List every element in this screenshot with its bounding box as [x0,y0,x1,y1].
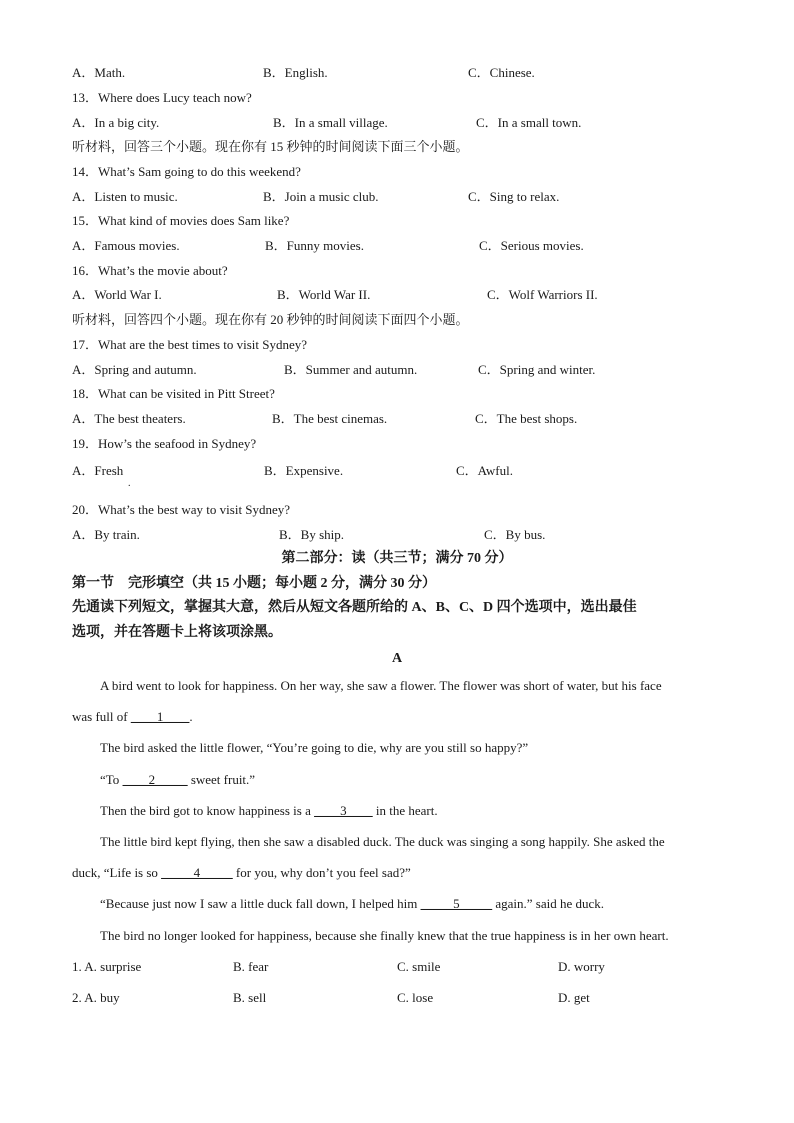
q17-option-c: C．Spring and winter. [478,362,596,377]
q20-option-c: C．By bus. [484,527,546,542]
question-17: 17．What are the best times to visit Sydney? [72,337,308,352]
q20-option-a: A．By train. [72,527,140,542]
passage-text: in the heart. [372,803,438,818]
q20-option-b: B．By ship. [279,527,345,542]
question-13: 13．Where does Lucy teach now? [72,90,252,105]
cloze-q2-option-b: B. sell [233,990,267,1005]
q16-option-c: C．Wolf Warriors II. [487,287,598,302]
passage-p5-line1: The little bird kept flying, then she saw a disabled duck. The duck was singing a song happily. She asked the [100,834,665,849]
q14-option-a: A．Listen to music. [72,189,178,204]
cloze-q1-option-c: C. smile [397,959,441,974]
q17-option-a: A．Spring and autumn. [72,362,197,377]
question-20: 20．What’s the best way to visit Sydney? [72,502,291,517]
q13-option-b: B．In a small village. [273,115,388,130]
passage-text: again.” said he duck. [492,896,604,911]
passage-text: Then the bird got to know happiness is a [100,803,315,818]
cloze-q1-option-d: D. worry [558,959,605,974]
q12-option-c: C．Chinese. [468,65,535,80]
q19-option-b: B．Expensive. [264,463,344,478]
cloze-q2-option-a: 2. A. buy [72,990,120,1005]
stray-dot-mark: . [128,478,131,489]
q12-option-b: B．English. [263,65,328,80]
question-19: 19．How’s the seafood in Sydney? [72,436,257,451]
passage-p2: The bird asked the little flower, “You’re going to die, why are you still so happy?” [100,740,529,755]
q17-option-b: B．Summer and autumn. [284,362,418,377]
q18-option-b: B．The best cinemas. [272,411,388,426]
q13-option-a: A．In a big city. [72,115,160,130]
q15-option-b: B．Funny movies. [265,238,364,253]
passage-text: for you, why don’t you feel sad?” [232,865,411,880]
q18-option-c: C．The best shops. [475,411,578,426]
part-two-title: 第二部分：读（共三节；满分 70 分） [281,551,513,566]
passage-text: “To [100,772,123,787]
q16-option-b: B．World War II. [277,287,371,302]
q18-option-a: A．The best theaters. [72,411,186,426]
q19-option-a: A．Fresh [72,463,124,478]
blank-5: _____5_____ [420,896,493,911]
q19-option-c: C．Awful. [456,463,513,478]
passage-p1-line2 [72,708,193,726]
passage-text: . [189,709,193,724]
question-15: 15．What kind of movies does Sam like? [72,213,290,228]
blank-2: ____2_____ [122,772,188,787]
q13-option-c: C．In a small town. [476,115,582,130]
passage-p6 [100,895,604,913]
passage-text: sweet fruit.” [187,772,256,787]
instruction-17-20: 听材料，回答四个小题。现在你有 20 秒钟的时间阅读下面四个小题。 [72,312,469,327]
blank-1: ____1____ [130,709,190,724]
passage-p3 [100,771,255,789]
passage-text: was full of [72,709,131,724]
cloze-q1-option-b: B. fear [233,959,269,974]
q15-option-c: C．Serious movies. [479,238,584,253]
q16-option-a: A．World War I. [72,287,162,302]
section-instruction-line1: 先通读下列短文，掌握其大意，然后从短文各题所给的 A、B、C、D 四个选项中，选出最佳 [72,600,637,615]
passage-p7: The bird no longer looked for happiness, because she finally knew that the true happiness is in her own heart. [100,928,669,943]
passage-p1-line1: A bird went to look for happiness. On her way, she saw a flower. The flower was short of water, but his face [100,678,662,693]
passage-text: duck, “Life is so [72,865,162,880]
passage-p5-line2 [72,864,411,882]
passage-p4 [100,802,438,820]
cloze-q2-option-c: C. lose [397,990,434,1005]
q14-option-c: C．Sing to relax. [468,189,560,204]
q12-option-a: A．Math. [72,65,126,80]
cloze-q2-option-d: D. get [558,990,590,1005]
question-14: 14．What’s Sam going to do this weekend? [72,164,301,179]
cloze-q1-option-a: 1. A. surprise [72,959,142,974]
blank-3: ____3____ [314,803,373,818]
q15-option-a: A．Famous movies. [72,238,180,253]
blank-4: _____4_____ [161,865,233,880]
passage-label: A [391,651,403,666]
question-16: 16．What’s the movie about? [72,263,228,278]
section-one-title: 第一节 完形填空（共 15 小题；每小题 2 分，满分 30 分） [72,576,436,591]
q14-option-b: B．Join a music club. [263,189,379,204]
passage-text: “Because just now I saw a little duck fall down, I helped him [100,896,421,911]
instruction-14-16: 听材料，回答三个小题。现在你有 15 秒钟的时间阅读下面三个小题。 [72,139,469,154]
section-instruction-line2: 选项，并在答题卡上将该项涂黑。 [72,625,282,640]
question-18: 18．What can be visited in Pitt Street? [72,386,275,401]
